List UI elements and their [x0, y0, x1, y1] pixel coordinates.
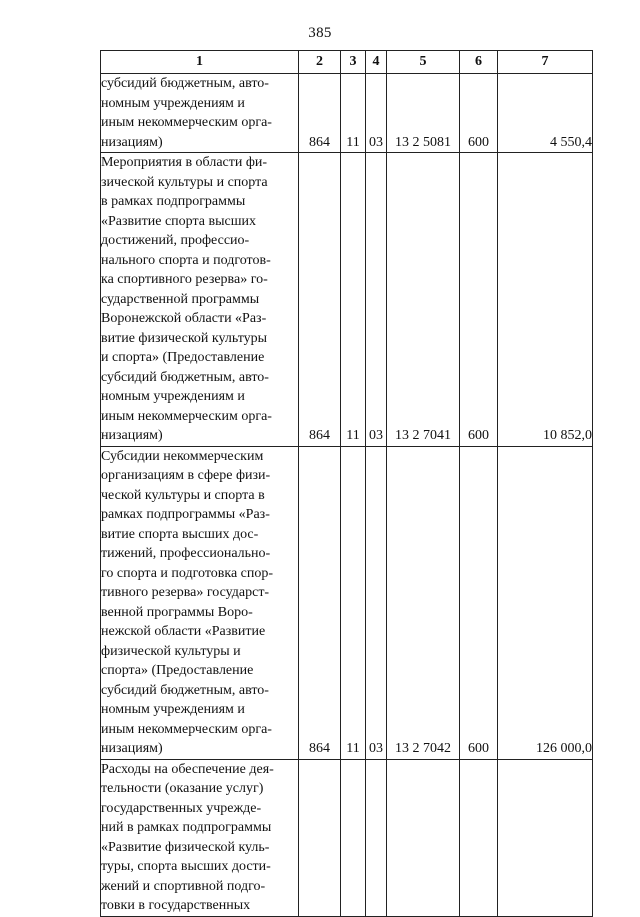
description-line: ческой культуры и спорта в: [101, 487, 265, 503]
description-line: витие физической культуры: [101, 330, 268, 346]
amount-value: 4 550,4: [498, 74, 593, 153]
description-line: Мероприятия в области фи-: [101, 155, 268, 170]
description-line: го спорта и подготовка спор-: [101, 565, 274, 581]
expense-type-code: 600: [460, 74, 498, 153]
description-line: товки в государственных: [101, 898, 251, 913]
section-code: 11: [341, 446, 366, 759]
description-line: витие спорта высших дос-: [101, 526, 259, 542]
description-line: субсидий бюджетным, авто-: [101, 682, 269, 698]
budget-table: [100, 50, 593, 917]
col-header-2: 2: [299, 51, 341, 74]
description-line: Воронежской области «Раз-: [101, 311, 267, 326]
target-article-code: 13 2 7041: [387, 153, 460, 447]
expense-type-code: 600: [460, 446, 498, 759]
description-line: нального спорта и подготов-: [101, 252, 271, 268]
amount-value: [498, 759, 593, 916]
description-line: низациям): [101, 741, 163, 756]
description-line: ка спортивного резерва» го-: [101, 272, 268, 287]
expense-type-code: [460, 759, 498, 916]
description-line: низациям): [101, 428, 163, 443]
description-line: Расходы на обеспечение дея-: [101, 761, 274, 777]
page-number: 385: [308, 25, 332, 41]
description-line: иным некоммерческим орга-: [101, 408, 272, 424]
description-line: ний в рамках подпрограммы: [101, 820, 272, 835]
description-line: туры, спорта высших дости-: [101, 859, 271, 874]
row-description: [101, 446, 299, 759]
description-line: венной программы Воро-: [101, 604, 253, 620]
col-header-3: 3: [341, 51, 366, 74]
subsection-code: 03: [366, 74, 387, 153]
description-line: иным некоммерческим орга-: [101, 115, 272, 130]
description-line: «Развитие физической куль-: [101, 839, 270, 855]
description-line: государственных учрежде-: [101, 800, 262, 816]
table-row: [101, 759, 593, 916]
department-code: 864: [299, 446, 341, 759]
description-line: тельности (оказание услуг): [101, 781, 264, 796]
description-line: номным учреждениям и: [101, 702, 245, 717]
row-description: [101, 759, 299, 916]
department-code: [299, 759, 341, 916]
section-code: 11: [341, 153, 366, 447]
description-line: «Развитие спорта высших: [101, 213, 256, 229]
col-header-1: 1: [101, 51, 299, 74]
description-line: субсидий бюджетным, авто-: [101, 76, 269, 91]
amount-value: 10 852,0: [498, 153, 593, 447]
description-line: номным учреждениям и: [101, 95, 245, 111]
target-article-code: [387, 759, 460, 916]
target-article-code: 13 2 7042: [387, 446, 460, 759]
table-row: [101, 74, 593, 153]
description-line: физической культуры и: [101, 643, 241, 659]
col-header-6: 6: [460, 51, 498, 74]
col-header-4: 4: [366, 51, 387, 74]
department-code: 864: [299, 153, 341, 447]
row-description: [101, 153, 299, 447]
header-row: [101, 51, 593, 74]
table-row: [101, 446, 593, 759]
table-row: [101, 153, 593, 447]
description-line: нежской области «Развитие: [101, 624, 266, 639]
row-description: [101, 74, 299, 153]
description-line: тижений, профессионально-: [101, 546, 271, 561]
description-line: иным некоммерческим орга-: [101, 721, 272, 737]
description-line: Субсидии некоммерческим: [101, 448, 264, 464]
target-article-code: 13 2 5081: [387, 74, 460, 153]
description-line: достижений, профессио-: [101, 233, 250, 248]
description-line: спорта» (Предоставление: [101, 663, 254, 678]
subsection-code: [366, 759, 387, 916]
col-header-5: 5: [387, 51, 460, 74]
description-line: и спорта» (Предоставление: [101, 350, 265, 365]
description-line: рамках подпрограммы «Раз-: [101, 507, 270, 522]
subsection-code: 03: [366, 153, 387, 447]
description-line: сударственной программы: [101, 291, 260, 307]
department-code: 864: [299, 74, 341, 153]
description-line: жений и спортивной подго-: [101, 878, 266, 894]
description-line: в рамках подпрограммы: [101, 194, 246, 209]
description-line: номным учреждениям и: [101, 389, 245, 404]
description-line: зической культуры и спорта: [101, 174, 268, 190]
col-header-7: 7: [498, 51, 593, 74]
description-line: организациям в сфере физи-: [101, 468, 271, 483]
description-line: субсидий бюджетным, авто-: [101, 369, 269, 385]
amount-value: 126 000,0: [498, 446, 593, 759]
subsection-code: 03: [366, 446, 387, 759]
section-code: 11: [341, 74, 366, 153]
description-line: низациям): [101, 134, 163, 150]
section-code: [341, 759, 366, 916]
expense-type-code: 600: [460, 153, 498, 447]
description-line: тивного резерва» государст-: [101, 585, 270, 600]
